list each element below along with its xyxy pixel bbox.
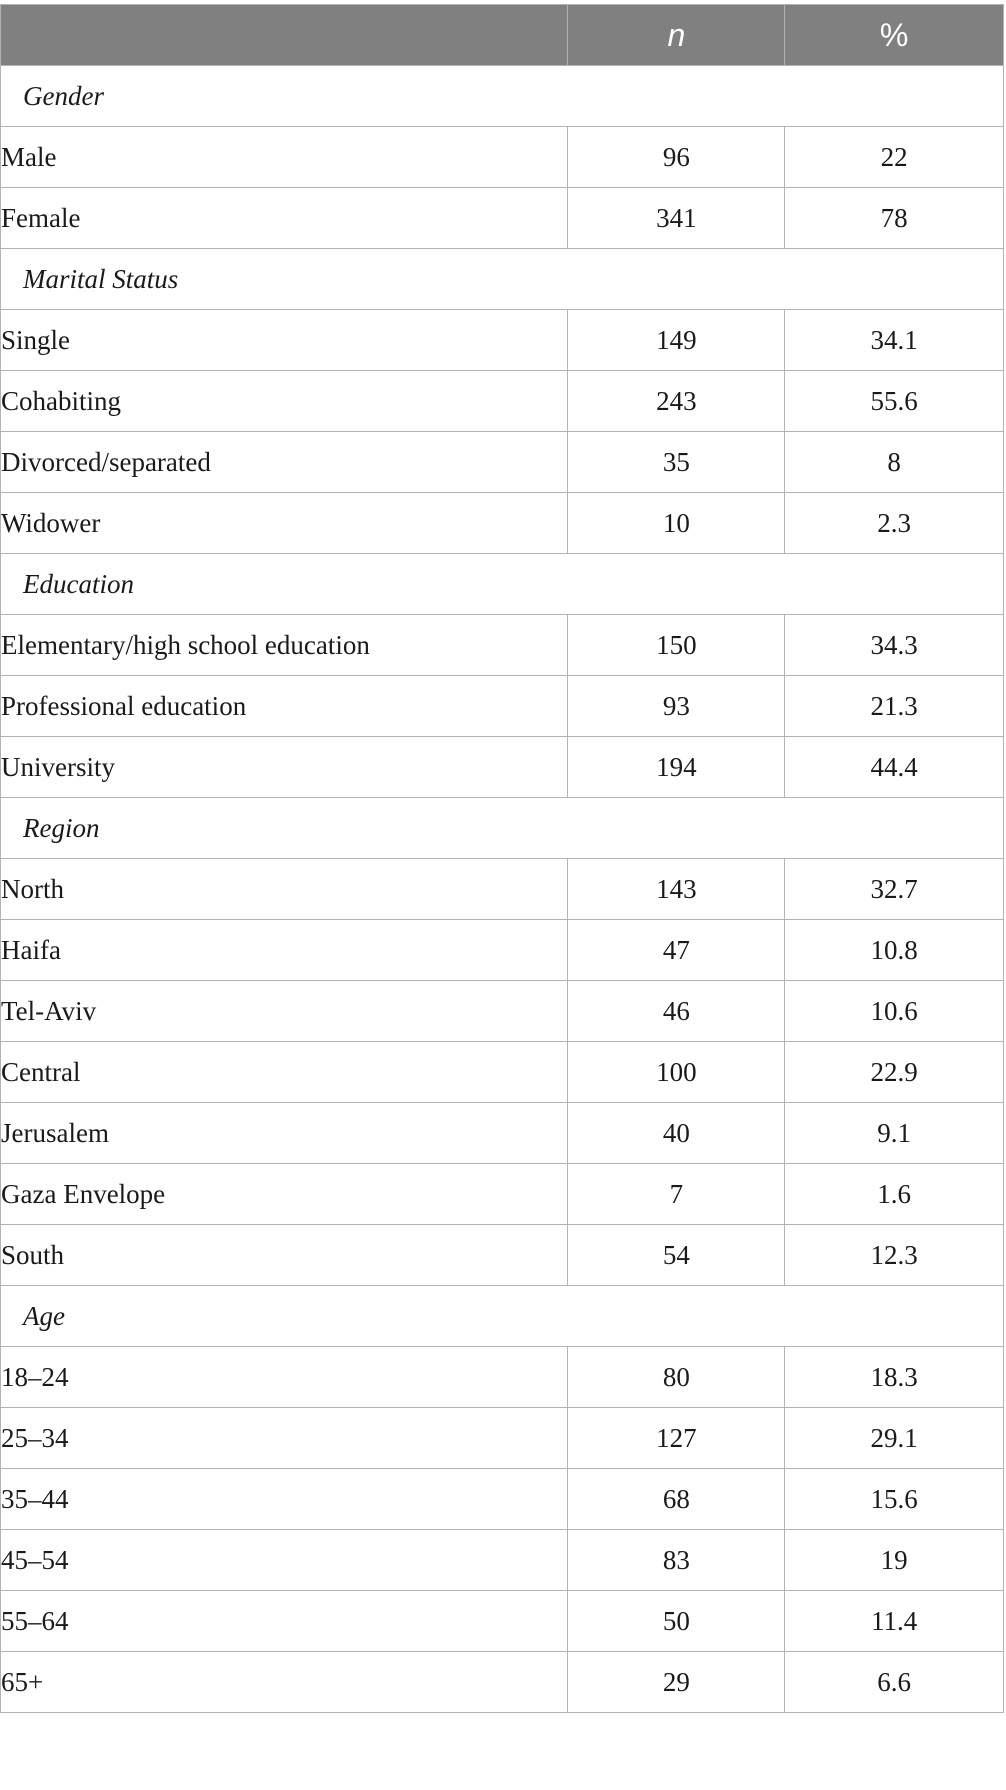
row-count: 149 xyxy=(568,310,785,371)
row-label: Elementary/high school education xyxy=(1,615,568,676)
table-row xyxy=(1,1164,1004,1225)
row-percent: 10.8 xyxy=(785,920,1004,981)
row-label: Divorced/separated xyxy=(1,432,568,493)
row-percent: 19 xyxy=(785,1530,1004,1591)
row-label: 35–44 xyxy=(1,1469,568,1530)
table-row xyxy=(1,1652,1004,1713)
row-percent: 78 xyxy=(785,188,1004,249)
table-row xyxy=(1,371,1004,432)
table-row xyxy=(1,1347,1004,1408)
section-title: Marital Status xyxy=(1,249,1004,310)
row-count: 10 xyxy=(568,493,785,554)
table-row xyxy=(1,859,1004,920)
row-count: 80 xyxy=(568,1347,785,1408)
row-percent: 21.3 xyxy=(785,676,1004,737)
row-label: Tel-Aviv xyxy=(1,981,568,1042)
row-label: 65+ xyxy=(1,1652,568,1713)
row-label: Widower xyxy=(1,493,568,554)
table-row xyxy=(1,432,1004,493)
row-percent: 34.1 xyxy=(785,310,1004,371)
row-count: 341 xyxy=(568,188,785,249)
table-row xyxy=(1,188,1004,249)
row-label: Central xyxy=(1,1042,568,1103)
row-label: 55–64 xyxy=(1,1591,568,1652)
row-label: Male xyxy=(1,127,568,188)
row-percent: 44.4 xyxy=(785,737,1004,798)
row-label: South xyxy=(1,1225,568,1286)
row-count: 40 xyxy=(568,1103,785,1164)
row-label: Professional education xyxy=(1,676,568,737)
table-row xyxy=(1,737,1004,798)
row-percent: 18.3 xyxy=(785,1347,1004,1408)
section-title: Education xyxy=(1,554,1004,615)
section-row xyxy=(1,66,1004,127)
row-percent: 15.6 xyxy=(785,1469,1004,1530)
row-count: 243 xyxy=(568,371,785,432)
section-title: Age xyxy=(1,1286,1004,1347)
row-percent: 2.3 xyxy=(785,493,1004,554)
table-row xyxy=(1,310,1004,371)
row-count: 7 xyxy=(568,1164,785,1225)
row-count: 35 xyxy=(568,432,785,493)
row-count: 54 xyxy=(568,1225,785,1286)
row-percent: 8 xyxy=(785,432,1004,493)
table-header xyxy=(1,5,1004,66)
header-percent-column: % xyxy=(785,5,1004,66)
section-row xyxy=(1,798,1004,859)
row-percent: 6.6 xyxy=(785,1652,1004,1713)
table-body xyxy=(1,66,1004,1713)
row-percent: 9.1 xyxy=(785,1103,1004,1164)
row-percent: 1.6 xyxy=(785,1164,1004,1225)
row-count: 96 xyxy=(568,127,785,188)
row-count: 68 xyxy=(568,1469,785,1530)
row-label: Jerusalem xyxy=(1,1103,568,1164)
row-count: 194 xyxy=(568,737,785,798)
table-row xyxy=(1,1103,1004,1164)
table-row xyxy=(1,493,1004,554)
row-label: 45–54 xyxy=(1,1530,568,1591)
row-label: University xyxy=(1,737,568,798)
table-row xyxy=(1,1408,1004,1469)
section-row xyxy=(1,249,1004,310)
row-label: 25–34 xyxy=(1,1408,568,1469)
row-percent: 34.3 xyxy=(785,615,1004,676)
row-count: 127 xyxy=(568,1408,785,1469)
demographics-table xyxy=(0,4,1004,1713)
row-count: 50 xyxy=(568,1591,785,1652)
section-row xyxy=(1,554,1004,615)
row-label: Haifa xyxy=(1,920,568,981)
table-row xyxy=(1,1042,1004,1103)
table-row xyxy=(1,1591,1004,1652)
table-row xyxy=(1,127,1004,188)
row-label: Gaza Envelope xyxy=(1,1164,568,1225)
row-count: 29 xyxy=(568,1652,785,1713)
row-percent: 10.6 xyxy=(785,981,1004,1042)
row-percent: 32.7 xyxy=(785,859,1004,920)
table-row xyxy=(1,1225,1004,1286)
row-percent: 22.9 xyxy=(785,1042,1004,1103)
section-title: Region xyxy=(1,798,1004,859)
row-count: 143 xyxy=(568,859,785,920)
row-count: 47 xyxy=(568,920,785,981)
row-percent: 11.4 xyxy=(785,1591,1004,1652)
table-row xyxy=(1,920,1004,981)
section-row xyxy=(1,1286,1004,1347)
row-label: Single xyxy=(1,310,568,371)
row-percent: 55.6 xyxy=(785,371,1004,432)
row-count: 150 xyxy=(568,615,785,676)
table-row xyxy=(1,1469,1004,1530)
table-row xyxy=(1,1530,1004,1591)
row-label: North xyxy=(1,859,568,920)
header-row xyxy=(1,5,1004,66)
row-label: 18–24 xyxy=(1,1347,568,1408)
row-percent: 29.1 xyxy=(785,1408,1004,1469)
header-label-column xyxy=(1,5,568,66)
table-row xyxy=(1,676,1004,737)
row-count: 100 xyxy=(568,1042,785,1103)
row-label: Cohabiting xyxy=(1,371,568,432)
row-percent: 12.3 xyxy=(785,1225,1004,1286)
table-row xyxy=(1,615,1004,676)
row-count: 93 xyxy=(568,676,785,737)
row-count: 83 xyxy=(568,1530,785,1591)
row-label: Female xyxy=(1,188,568,249)
row-count: 46 xyxy=(568,981,785,1042)
table-row xyxy=(1,981,1004,1042)
section-title: Gender xyxy=(1,66,1004,127)
header-n-column: n xyxy=(568,5,785,66)
row-percent: 22 xyxy=(785,127,1004,188)
